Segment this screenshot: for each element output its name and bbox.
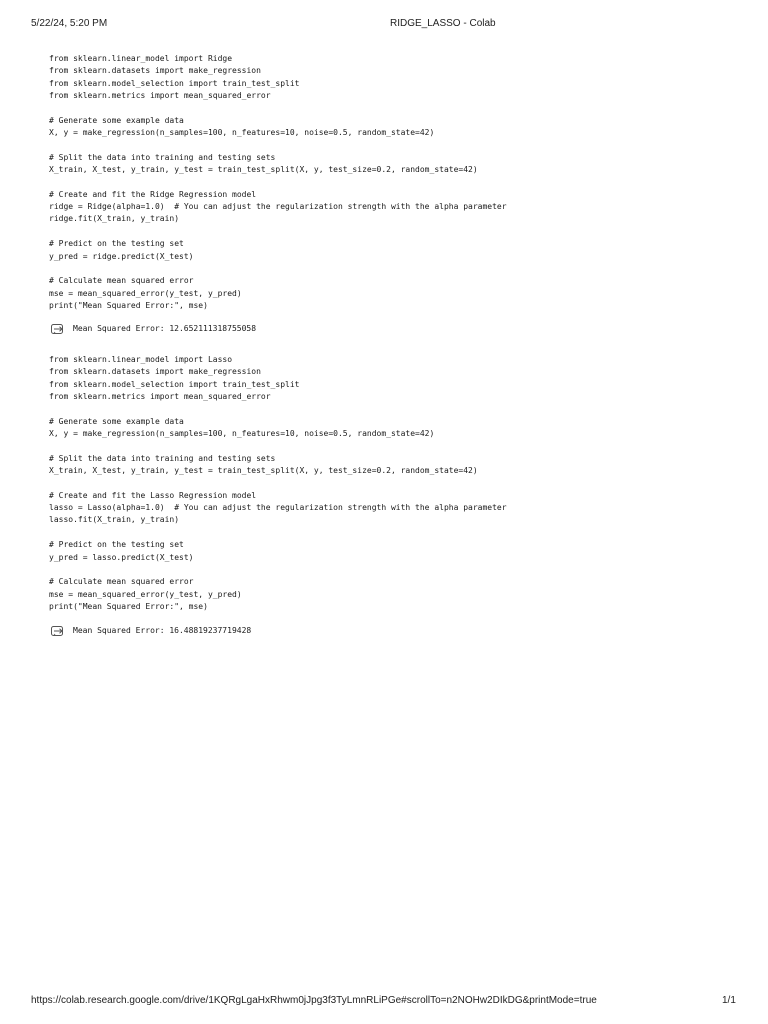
blank-line bbox=[49, 564, 507, 576]
code-line: from sklearn.linear_model import Lasso bbox=[49, 355, 233, 364]
code-line: # Create and fit the Ridge Regression model bbox=[49, 189, 257, 199]
blank-line bbox=[49, 527, 507, 539]
code-line: # Create and fit the Lasso Regression model bbox=[49, 490, 257, 500]
code-line: y_pred = ridge.predict(X_test) bbox=[49, 251, 194, 261]
code-line: # Split the data into training and testing sets bbox=[49, 453, 276, 463]
code-line: mse = mean_squared_error(y_test, y_pred) bbox=[49, 288, 242, 298]
code-line: from sklearn.metrics import mean_squared_error bbox=[49, 392, 271, 402]
code-line: # Generate some example data bbox=[49, 416, 184, 426]
code-line: ridge = Ridge(alpha=1.0) # You can adjust the regularization strength with the alpha parameter bbox=[49, 202, 507, 212]
code-line: lasso.fit(X_train, y_train) bbox=[49, 515, 180, 525]
code-line: mse = mean_squared_error(y_test, y_pred) bbox=[49, 589, 242, 599]
code-line: from sklearn.model_selection import train_test_split bbox=[49, 78, 300, 88]
output-text: Mean Squared Error: 12.652111318755058 bbox=[73, 323, 257, 333]
code-line: from sklearn.datasets import make_regression bbox=[49, 66, 261, 76]
output-arrow-icon[interactable] bbox=[51, 322, 65, 334]
code-line: print("Mean Squared Error:", mse) bbox=[49, 300, 208, 310]
cell-output-ridge bbox=[51, 321, 256, 335]
blank-line bbox=[49, 102, 507, 114]
blank-line bbox=[49, 403, 507, 415]
page-url[interactable]: https://colab.research.google.com/drive/1KQRgLgaHxRhwm0jJpg3f3TyLmnRLiPGe#scrollTo=n2NOHw2DIkDG&printMode=true bbox=[31, 995, 597, 1006]
blank-line bbox=[49, 226, 507, 238]
code-line: # Calculate mean squared error bbox=[49, 577, 194, 587]
blank-line bbox=[49, 477, 507, 489]
code-cell-ridge[interactable] bbox=[49, 53, 507, 312]
print-date: 5/22/24, 5:20 PM bbox=[31, 18, 108, 29]
blank-line bbox=[49, 139, 507, 151]
code-line: lasso = Lasso(alpha=1.0) # You can adjust the regularization strength with the alpha parameter bbox=[49, 503, 507, 513]
code-line: # Split the data into training and testing sets bbox=[49, 152, 276, 162]
blank-line bbox=[49, 263, 507, 275]
code-line: # Predict on the testing set bbox=[49, 540, 184, 550]
code-line: from sklearn.metrics import mean_squared_error bbox=[49, 91, 271, 101]
code-line: X, y = make_regression(n_samples=100, n_features=10, noise=0.5, random_state=42) bbox=[49, 429, 435, 439]
code-line: from sklearn.linear_model import Ridge bbox=[49, 54, 233, 63]
code-line: # Calculate mean squared error bbox=[49, 276, 194, 286]
blank-line bbox=[49, 176, 507, 188]
page-number: 1/1 bbox=[722, 995, 736, 1006]
output-text: Mean Squared Error: 16.48819237719428 bbox=[73, 625, 252, 635]
code-line: ridge.fit(X_train, y_train) bbox=[49, 214, 180, 224]
code-line: y_pred = lasso.predict(X_test) bbox=[49, 552, 194, 562]
code-line: from sklearn.datasets import make_regression bbox=[49, 367, 261, 377]
blank-line bbox=[49, 440, 507, 452]
cell-output-lasso bbox=[51, 623, 251, 637]
output-arrow-icon[interactable] bbox=[51, 624, 65, 636]
code-line: X_train, X_test, y_train, y_test = train_test_split(X, y, test_size=0.2, random_state=42) bbox=[49, 165, 478, 175]
code-line: # Predict on the testing set bbox=[49, 239, 184, 249]
code-line: # Generate some example data bbox=[49, 115, 184, 125]
code-cell-lasso[interactable] bbox=[49, 354, 507, 613]
code-line: from sklearn.model_selection import train_test_split bbox=[49, 379, 300, 389]
page-title: RIDGE_LASSO - Colab bbox=[390, 18, 496, 29]
code-line: print("Mean Squared Error:", mse) bbox=[49, 601, 208, 611]
code-line: X, y = make_regression(n_samples=100, n_features=10, noise=0.5, random_state=42) bbox=[49, 128, 435, 138]
code-line: X_train, X_test, y_train, y_test = train_test_split(X, y, test_size=0.2, random_state=42) bbox=[49, 466, 478, 476]
